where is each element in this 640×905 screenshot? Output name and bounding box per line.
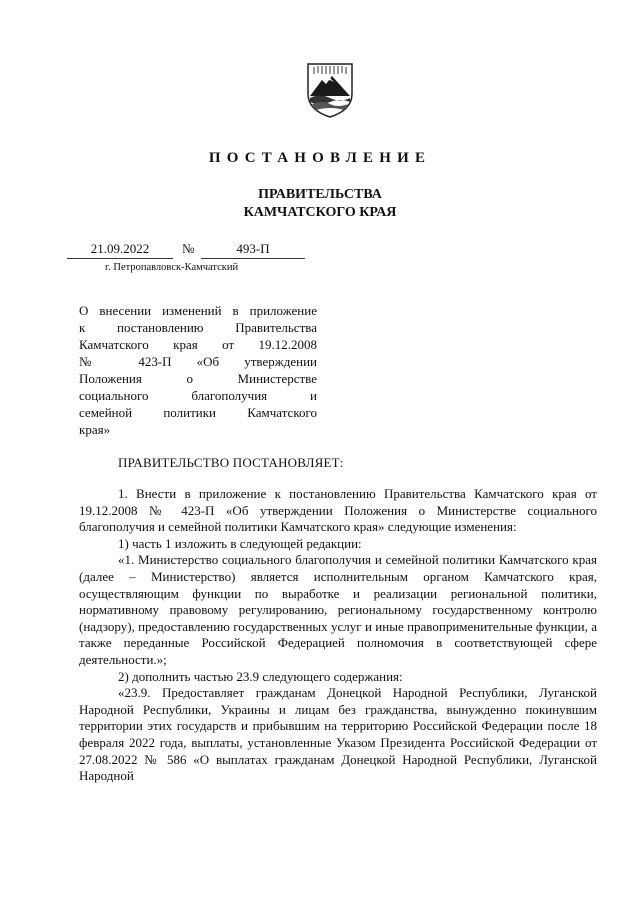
subject-line: социального благополучия и (79, 388, 317, 403)
document-subject (79, 302, 317, 438)
body-paragraph: 2) дополнить частью 23.9 следующего содержания: (118, 668, 403, 684)
subject-line: Положения о Министерстве (79, 371, 317, 386)
body-paragraph: «23.9. Предоставляет гражданам Донецкой Народной Республики, Луганской Народной Республики, Украины и лицам без гражданства, вынужденно покинувшим территории этих государств и прибывшим на территорию Российской Федерации после 18 февраля 2022 года, выплаты, установленные Указом Президента Российской Федерации от 27.08.2022 № 586 «О выплатах гражданам Донецкой Народной Республики, Луганской Народной (79, 685, 597, 784)
body-paragraph: 1. Внести в приложение к постановлению Правительства Камчатского края от 19.12.2008 № 423-П «Об утверждении Положения о Министерстве социального благополучия и семейной политики Камчатского края» следующие изменения: (79, 486, 597, 535)
subject-line: Камчатского края от 19.12.2008 (79, 337, 317, 352)
document-date: 21.09.2022 (67, 241, 173, 259)
subject-line: к постановлению Правительства (79, 320, 317, 335)
document-title: ПОСТАНОВЛЕНИЕ (208, 150, 432, 166)
government-name-line2: КАМЧАТСКОГО КРАЯ (243, 205, 397, 220)
subject-line: О внесении изменений в приложение (79, 303, 317, 318)
document-city: г. Петропавловск-Камчатский (105, 262, 239, 273)
document-body (79, 486, 597, 785)
coat-of-arms-icon (300, 60, 360, 120)
government-name-line1: ПРАВИТЕЛЬСТВА (258, 187, 382, 202)
subject-line: семейной политики Камчатского (79, 405, 317, 420)
body-paragraph: 1) часть 1 изложить в следующей редакции: (118, 535, 362, 551)
document-number: 493-П (201, 241, 305, 259)
number-sign: № (182, 241, 195, 256)
subject-line: края» (79, 422, 111, 437)
body-paragraph: «1. Министерство социального благополучия и семейной политики Камчатского края (далее – Министерство) является исполнительным органом Камчатского края, осуществляющим функции по выработке и реализации региональной политики, нормативному правовому регулированию, региональному государственному контролю (надзору), предоставлению государственных услуг и иные правоприменительные функции, а также переданные Российской Федерацией полномочия в соответствующей сфере деятельности.»; (79, 552, 597, 667)
subject-line: № 423-П «Об утверждении (79, 354, 317, 369)
decree-statement: ПРАВИТЕЛЬСТВО ПОСТАНОВЛЯЕТ: (118, 455, 344, 470)
